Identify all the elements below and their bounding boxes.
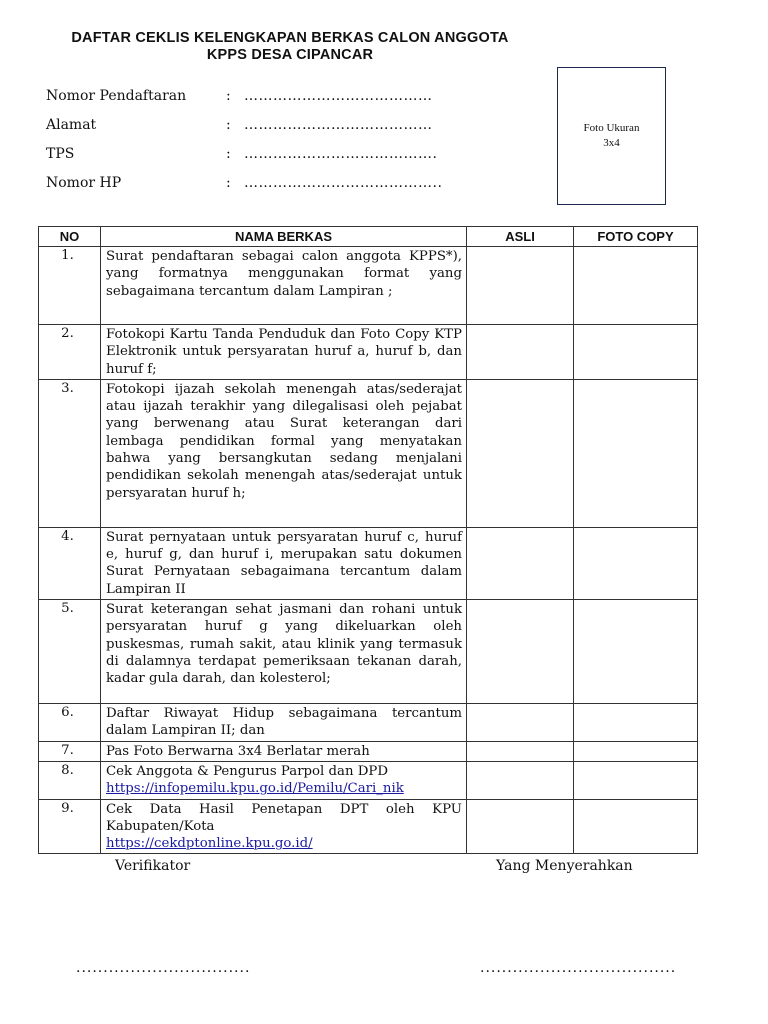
field-colon: : (226, 117, 231, 133)
photo-box-label: Foto Ukuran (583, 122, 640, 134)
field-colon: : (226, 175, 231, 191)
row-number: 3. (39, 379, 101, 527)
field-value: ………………………………….. (244, 175, 443, 191)
document-title-line2: KPPS DESA CIPANCAR (206, 47, 374, 63)
row-number: 8. (39, 761, 101, 799)
asli-check-cell[interactable] (467, 741, 574, 761)
fotocopy-check-cell[interactable] (574, 799, 698, 854)
photo-box (557, 67, 666, 205)
asli-check-cell[interactable] (467, 799, 574, 854)
row-number: 7. (39, 741, 101, 761)
fotocopy-check-cell[interactable] (574, 247, 698, 325)
field-label: TPS (46, 146, 75, 162)
row-document-name (101, 600, 467, 704)
row-document-name (101, 325, 467, 380)
row-text: Pas Foto Berwarna 3x4 Berlatar merah (106, 743, 370, 759)
document-title-line1: DAFTAR CEKLIS KELENGKAPAN BERKAS CALON ANGGOTA (71, 30, 509, 46)
row-text: Fotokopi ijazah sekolah menengah atas/sederajat atau ijazah terakhir yang dilegalisasi oleh pejabat yang berwenang atau Surat keterangan dari lembaga pendidikan formal yang menyatakan bahwa yang bersangkutan sedang menjalani pendidikan sekolah menengah atas/sederajat untuk persyaratan huruf h; (106, 381, 462, 501)
row-text: Surat keterangan sehat jasmani dan rohani untuk persyaratan huruf g yang dikeluarkan oleh puskesmas, rumah sakit, atau klinik yang termasuk di dalamnya terdapat pemeriksaan tekanan darah, kadar gula darah, dan kolesterol; (106, 602, 462, 687)
table-row (39, 325, 698, 380)
field-value: ………………………………… (244, 117, 433, 133)
field-label: Nomor Pendaftaran (46, 88, 187, 104)
yang-menyerahkan-signature-line: .................................... (480, 960, 677, 976)
header-nama-berkas: NAMA BERKAS (101, 227, 467, 247)
row-number: 4. (39, 527, 101, 599)
fotocopy-check-cell[interactable] (574, 379, 698, 527)
asli-check-cell[interactable] (467, 379, 574, 527)
cekdptonline-link[interactable]: https://cekdptonline.kpu.go.id/ (106, 836, 313, 852)
yang-menyerahkan-label: Yang Menyerahkan (496, 858, 633, 874)
verifikator-signature-line: ................................ (76, 960, 251, 976)
field-label: Nomor HP (46, 175, 122, 191)
field-colon: : (226, 88, 231, 104)
header-foto-copy: FOTO COPY (574, 227, 698, 247)
row-document-name (101, 761, 467, 799)
row-text: Cek Data Hasil Penetapan DPT oleh KPU Kabupaten/Kota (106, 801, 462, 834)
table-row (39, 247, 698, 325)
table-row (39, 527, 698, 599)
asli-check-cell[interactable] (467, 761, 574, 799)
row-number: 2. (39, 325, 101, 380)
row-document-name (101, 247, 467, 325)
row-number: 1. (39, 247, 101, 325)
row-text: Fotokopi Kartu Tanda Penduduk dan Foto Copy KTP Elektronik untuk persyaratan huruf a, huruf b, dan huruf f; (106, 327, 462, 377)
row-document-name (101, 379, 467, 527)
table-row (39, 704, 698, 742)
fotocopy-check-cell[interactable] (574, 325, 698, 380)
fotocopy-check-cell[interactable] (574, 600, 698, 704)
row-text: Surat pernyataan untuk persyaratan huruf c, huruf e, huruf g, dan huruf i, merupakan satu dokumen Surat Pernyataan sebagaimana tercantum dalam Lampiran II (106, 529, 462, 597)
row-document-name (101, 741, 467, 761)
photo-box-size: 3x4 (603, 137, 620, 149)
table-row (39, 600, 698, 704)
asli-check-cell[interactable] (467, 247, 574, 325)
row-document-name (101, 799, 467, 854)
asli-check-cell[interactable] (467, 527, 574, 599)
table-row (39, 379, 698, 527)
row-text: Surat pendaftaran sebagai calon anggota KPPS*), yang formatnya menggunakan format yang sebagaimana tercantum dalam Lampiran ; (106, 249, 462, 299)
row-number: 9. (39, 799, 101, 854)
fotocopy-check-cell[interactable] (574, 761, 698, 799)
table-row (39, 799, 698, 854)
table-header-row (39, 227, 698, 247)
asli-check-cell[interactable] (467, 325, 574, 380)
infopemilu-link[interactable]: https://infopemilu.kpu.go.id/Pemilu/Cari_nik (106, 781, 404, 797)
table-row (39, 761, 698, 799)
row-text: Cek Anggota & Pengurus Parpol dan DPD (106, 763, 389, 779)
field-label: Alamat (46, 117, 97, 133)
fotocopy-check-cell[interactable] (574, 741, 698, 761)
fotocopy-check-cell[interactable] (574, 704, 698, 742)
row-document-name (101, 527, 467, 599)
fotocopy-check-cell[interactable] (574, 527, 698, 599)
row-document-name (101, 704, 467, 742)
field-colon: : (226, 146, 231, 162)
header-no: NO (39, 227, 101, 247)
row-number: 6. (39, 704, 101, 742)
asli-check-cell[interactable] (467, 600, 574, 704)
field-value: ………………………………… (244, 88, 433, 104)
asli-check-cell[interactable] (467, 704, 574, 742)
checklist-table (38, 226, 698, 854)
verifikator-label: Verifikator (115, 858, 191, 874)
table-row (39, 741, 698, 761)
header-asli: ASLI (467, 227, 574, 247)
row-text: Daftar Riwayat Hidup sebagaimana tercantum dalam Lampiran II; dan (106, 706, 462, 739)
row-number: 5. (39, 600, 101, 704)
field-value: …………………………………. (244, 146, 438, 162)
